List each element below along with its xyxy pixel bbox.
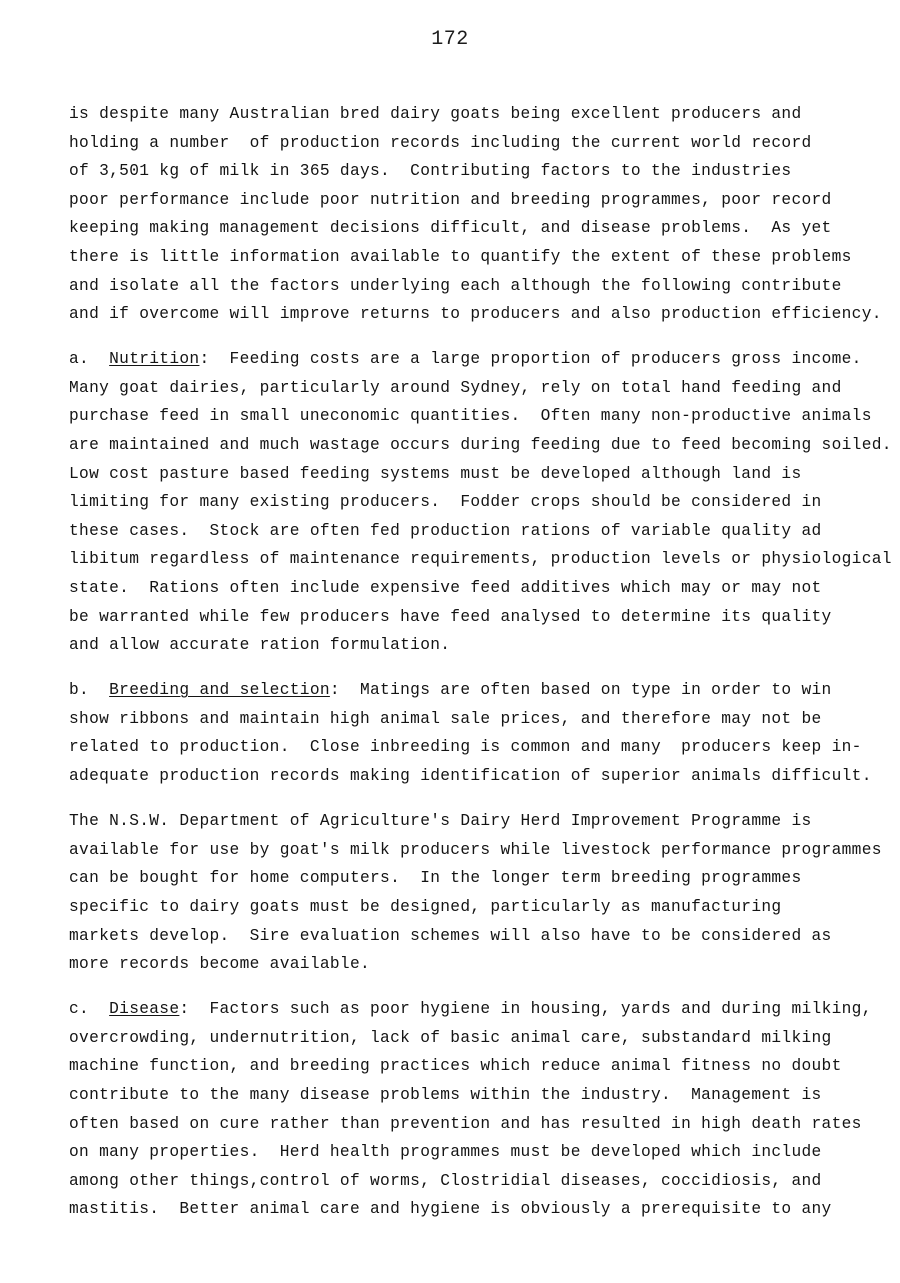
text-line: limiting for many existing producers. Fodder crops should be considered in: [69, 493, 822, 512]
text-line: on many properties. Herd health programmes must be developed which include: [69, 1143, 822, 1162]
paragraph-intro: [69, 100, 882, 329]
text-line: state. Rations often include expensive feed additives which may or may not: [69, 579, 822, 597]
heading-rest: : Matings are often based on type in order to win: [329, 681, 832, 700]
text-line-heading: [69, 995, 872, 1024]
text-line: Many goat dairies, particularly around Sydney, rely on total hand feeding and: [69, 378, 842, 397]
paragraph-nsw-dhi: [69, 807, 882, 979]
text-line: and isolate all the factors underlying each although the following contribute: [69, 276, 842, 295]
text-line: holding a number of production records including the current world record: [69, 133, 812, 152]
text-line: related to production. Close inbreeding is common and many producers keep in-: [69, 738, 862, 757]
text-line: specific to dairy goats must be designed, particularly as manufacturing: [69, 897, 782, 916]
text-line: often based on cure rather than prevention and has resulted in high death rates: [69, 1114, 862, 1133]
heading-rest: : Feeding costs are a large proportion of producers gross income.: [199, 350, 862, 369]
text-line: available for use by goat's milk producers while livestock performance programmes: [69, 840, 882, 859]
text-line: poor performance include poor nutrition and breeding programmes, poor record: [69, 190, 832, 209]
item-label-a: a.: [69, 350, 110, 369]
text-line: more records become available.: [69, 955, 371, 974]
heading-nutrition: Nutrition: [109, 350, 200, 369]
text-line: can be bought for home computers. In the longer term breeding programmes: [69, 869, 802, 888]
text-line: mastitis. Better animal care and hygiene is obviously a prerequisite to any: [69, 1200, 832, 1219]
text-line: libitum regardless of maintenance requirements, production levels or physiological: [69, 550, 892, 569]
document-body: [69, 100, 892, 1224]
page-number: 172: [431, 28, 469, 51]
text-line: markets develop. Sire evaluation schemes will also have to be considered as: [69, 926, 832, 945]
text-line: machine function, and breeding practices which reduce animal fitness no doubt: [69, 1057, 842, 1076]
text-line: and allow accurate ration formulation.: [69, 636, 451, 655]
paragraph-item-c-disease: [69, 995, 872, 1224]
item-label-c: c.: [69, 1000, 110, 1019]
text-line-heading: [69, 345, 869, 374]
heading-disease: Disease: [109, 1000, 180, 1019]
text-line: and if overcome will improve returns to producers and also production efficiency.: [69, 305, 882, 324]
text-line: Low cost pasture based feeding systems must be developed although land is: [69, 464, 802, 483]
text-line: is despite many Australian bred dairy goats being excellent producers and: [69, 105, 802, 123]
heading-rest: : Factors such as poor hygiene in housing, yards and during milking,: [179, 1000, 872, 1019]
heading-breeding-and-selection: Breeding and selection: [109, 681, 330, 700]
paragraph-item-a-nutrition: [69, 345, 892, 660]
text-line: are maintained and much wastage occurs during feeding due to feed becoming soiled.: [69, 436, 892, 455]
text-line: purchase feed in small uneconomic quantities. Often many non-productive animals: [69, 407, 872, 426]
paragraph-item-b-breeding: [69, 676, 872, 790]
text-line: adequate production records making identification of superior animals difficult.: [69, 767, 872, 786]
text-line-heading: [69, 676, 869, 705]
text-line: show ribbons and maintain high animal sale prices, and therefore may not be: [69, 709, 822, 728]
text-line: keeping making management decisions difficult, and disease problems. As yet: [69, 219, 832, 238]
text-line: overcrowding, undernutrition, lack of basic animal care, substandard milking: [69, 1028, 832, 1047]
text-line: among other things,control of worms, Clostridial diseases, coccidiosis, and: [69, 1171, 822, 1190]
text-line: there is little information available to quantify the extent of these problems: [69, 247, 852, 266]
item-label-b: b.: [69, 681, 110, 700]
text-line: these cases. Stock are often fed production rations of variable quality ad: [69, 521, 822, 540]
text-line: be warranted while few producers have feed analysed to determine its quality: [69, 607, 832, 626]
text-line: The N.S.W. Department of Agriculture's Dairy Herd Improvement Programme is: [69, 812, 812, 831]
text-line: of 3,501 kg of milk in 365 days. Contributing factors to the industries: [69, 162, 792, 181]
text-line: contribute to the many disease problems within the industry. Management is: [69, 1086, 822, 1104]
